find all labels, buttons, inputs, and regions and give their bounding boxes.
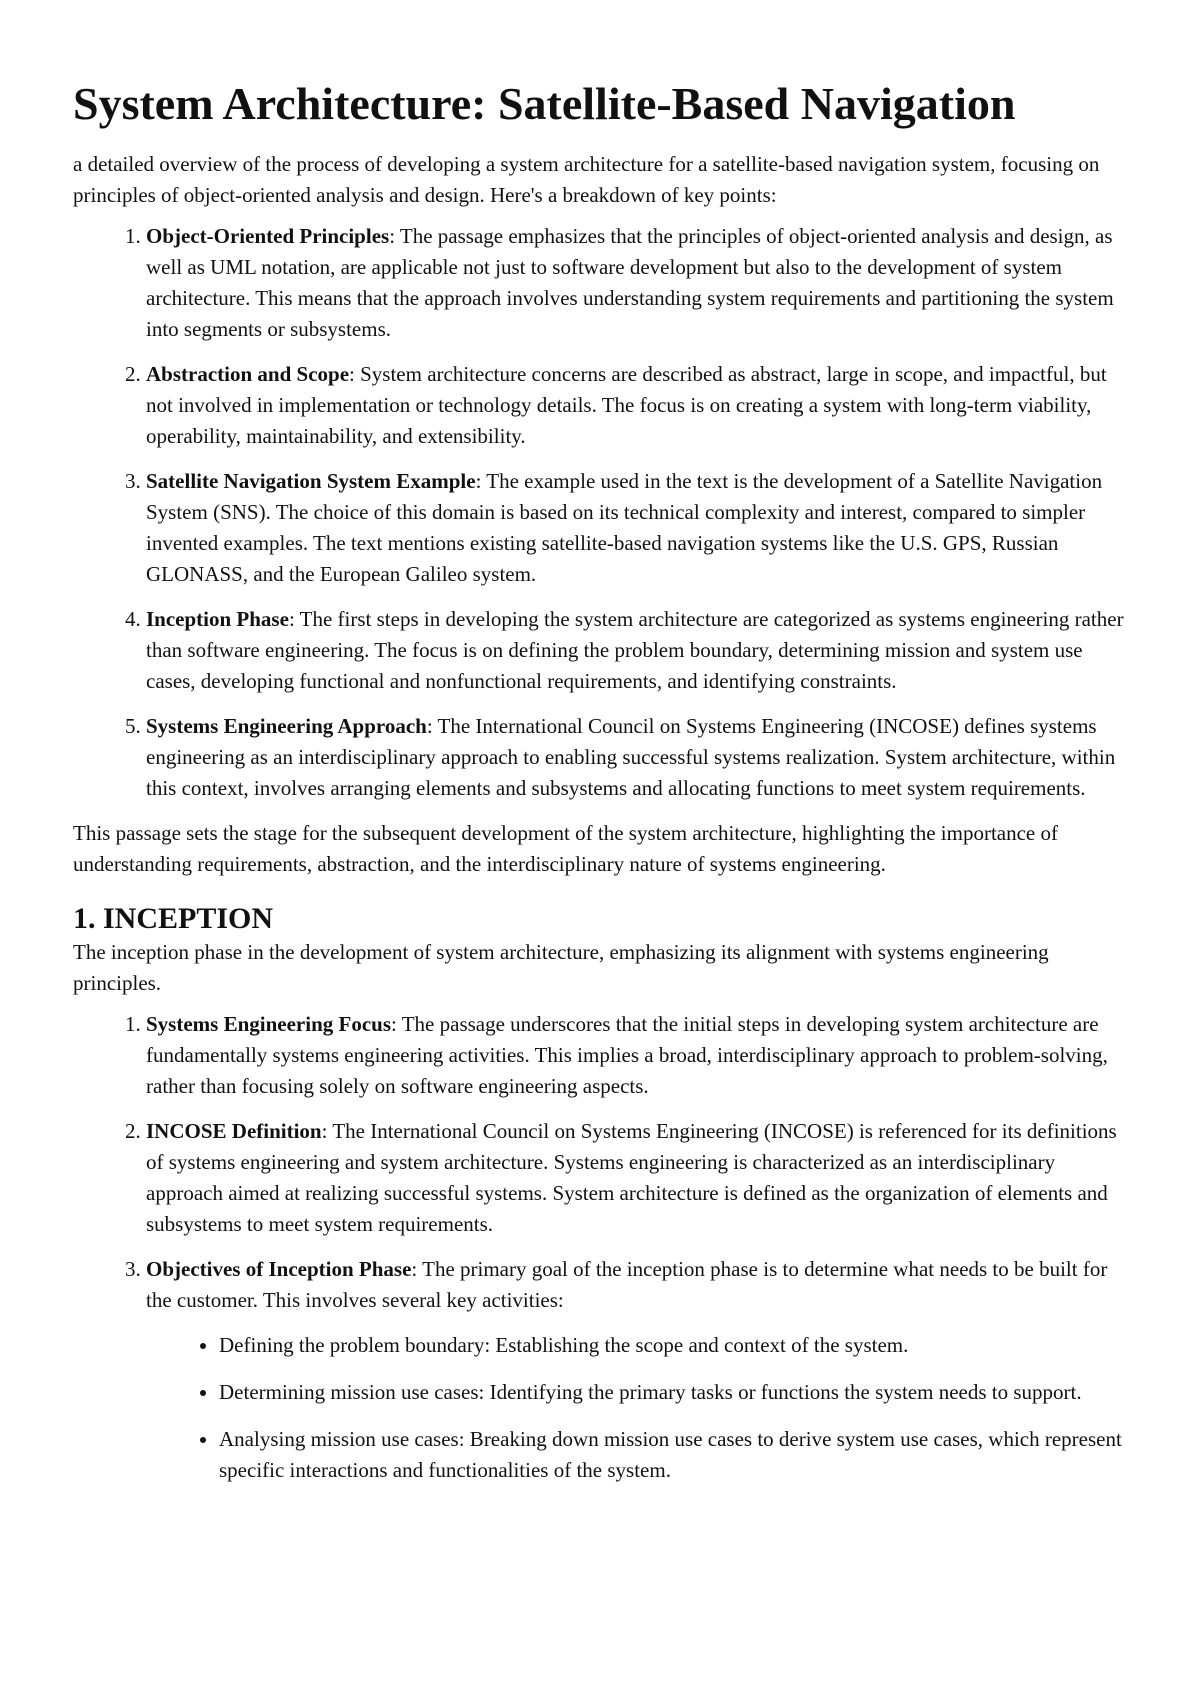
item-text: : The primary goal of the inception phase is to determine what needs to be built for the customer. This involves several key activities: <box>146 1256 1108 1312</box>
section-heading-inception: 1. INCEPTION <box>73 901 274 935</box>
item-text: : The first steps in developing the system architecture are categorized as systems engineering rather than software engineering. The focus is on defining the problem boundary, determining mission and system use cases, developing functional and nonfunctional requirements, and identifying constraints. <box>146 606 1124 693</box>
item-term: Systems Engineering Approach <box>146 713 427 738</box>
item-text: : The International Council on Systems Engineering (INCOSE) is referenced for its definitions of systems engineering and system architecture. Systems engineering is characterized as an interdisciplinary approach aimed at realizing successful systems. System architecture is defined as the organization of elements and subsystems to meet system requirements. <box>146 1118 1117 1236</box>
list-item <box>146 1116 1128 1240</box>
item-term: Objectives of Inception Phase <box>146 1256 412 1281</box>
list-item <box>146 604 1128 697</box>
list-item <box>146 221 1128 345</box>
item-text: : The International Council on Systems Engineering (INCOSE) defines systems engineering as an interdisciplinary approach to enabling successful systems realization. System architecture, within this context, involves arranging elements and subsystems and allocating functions to meet system requirements. <box>146 713 1116 800</box>
item-text: : The passage underscores that the initial steps in developing system architecture are fundamentally systems engineering activities. This implies a broad, interdisciplinary approach to problem-solving, rather than focusing solely on software engineering aspects. <box>146 1011 1108 1098</box>
item-term: INCOSE Definition <box>146 1118 322 1143</box>
item-text: : The passage emphasizes that the principles of object-oriented analysis and design, as well as UML notation, are applicable not just to software development but also to the development of system architecture. This means that the approach involves understanding system requirements and partitioning the system into segments or subsystems. <box>146 223 1114 341</box>
list-item <box>146 466 1128 590</box>
item-term: Satellite Navigation System Example <box>146 468 476 493</box>
activities-list <box>146 1330 1128 1486</box>
list-item <box>146 1009 1128 1102</box>
page-title: System Architecture: Satellite-Based Navigation <box>73 78 1016 129</box>
item-term: Abstraction and Scope <box>146 361 350 386</box>
bullet-item: • Defining the problem boundary: Establishing the scope and context of the system. <box>219 1330 1128 1361</box>
summary-paragraph: This passage sets the stage for the subsequent development of the system architecture, highlighting the importance of understanding requirements, abstraction, and the interdisciplinary nature of systems engineering. <box>73 820 1058 876</box>
item-text: : System architecture concerns are described as abstract, large in scope, and impactful, but not involved in implementation or technology details. The focus is on creating a system with long-term viability, operability, maintainability, and extensibility. <box>146 361 1107 448</box>
bullet-item: • Determining mission use cases: Identifying the primary tasks or functions the system needs to support. <box>219 1377 1128 1408</box>
item-term: Systems Engineering Focus <box>146 1011 392 1036</box>
list-item <box>146 359 1128 452</box>
item-term: Object-Oriented Principles <box>146 223 390 248</box>
inception-intro: The inception phase in the development of system architecture, emphasizing its alignment with systems engineering principles. <box>73 939 1049 995</box>
list-item <box>146 1254 1128 1486</box>
item-term: Inception Phase <box>146 606 289 631</box>
bullet-item: • Analysing mission use cases: Breaking down mission use cases to derive system use cases, which represent specific interactions and functionalities of the system. <box>219 1424 1128 1486</box>
intro-paragraph: a detailed overview of the process of developing a system architecture for a satellite-based navigation system, focusing on principles of object-oriented analysis and design. Here's a breakdown of key points: <box>73 151 1100 207</box>
inception-list <box>73 1009 1128 1486</box>
item-text: : The example used in the text is the development of a Satellite Navigation System (SNS). The choice of this domain is based on its technical complexity and interest, compared to simpler invented examples. The text mentions existing satellite-based navigation systems like the U.S. GPS, Russian GLONASS, and the European Galileo system. <box>146 468 1103 586</box>
key-points-list <box>73 221 1128 804</box>
list-item <box>146 711 1128 804</box>
